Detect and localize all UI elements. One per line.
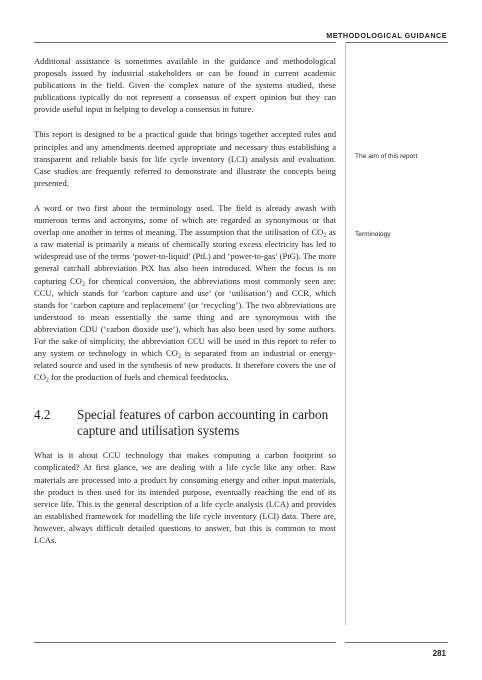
running-head: METHODOLOGICAL GUIDANCE [326, 31, 447, 40]
co2-subscript: 2 [323, 232, 327, 239]
footer-rule-margin [345, 642, 448, 643]
section-heading [34, 407, 336, 438]
footer-rule [34, 642, 336, 643]
co2-subscript: 2 [177, 353, 181, 360]
co2-subscript: 2 [81, 281, 85, 287]
main-column [34, 55, 336, 559]
paragraph-ccu-complexity: What is it about CCU technology that makes computing a carbon footprint so complicated? At first glance, we are dealing with a life cycle like any other. Raw materials are processed into a product by consuming energy and other input materials, the product is then used for its intended purpose, eventually reaching the end of its service life. This is the general description of a life cycle analysis (LCA) and provides an established framework for modelling the life cycle inventory (LCI) data. There are, however, always difficult detailed questions to answer, but this is common to most LCAs. [34, 450, 336, 545]
terminology-text-3: for chemical conversion, the abbreviations most commonly seen are: CCU, which stands for ‘carbon capture and use’ (or ‘utilisation’) and CCR, which stands for ‘carbon capture and replacement’ (or ‘recycling’). The two abbreviations are understood to mean essentially the same thing and are synonymous with the abbreviation CDU (‘carbon dioxide use’), which has also been used by some authors. For the sake of simplicity, the abbreviation CCU will be used in this report to refer to any system or technology in which CO [34, 275, 336, 359]
terminology-text-1: A word or two first about the terminology used. The field is already awash with numerous terms and acronyms, some of which are regarded as synonymous or that overlap one another in terms of meaning. The assumption that the utilisation of CO [34, 202, 336, 238]
section-number: 4.2 [34, 407, 51, 423]
terminology-text-4: is separated from an industrial or energy-related source and used in the synthesis of new products. It therefore covers the use of CO [34, 348, 336, 383]
header-rule [34, 42, 336, 43]
paragraph-aim: This report is designed to be a practical guide that brings together accepted rules and principles and any amendments deemed appropriate and necessary thus establishing a transparent and reliable basis for life cycle inventory (LCI) analysis and evaluation. Case studies are frequently referred to demonstrate and illustrate the concepts being presented. [34, 129, 336, 188]
co2-subscript: 2 [45, 377, 49, 384]
page-number: 281 [432, 649, 446, 658]
margin-note-terminology: Terminology [355, 231, 391, 238]
header-rule-margin [345, 42, 448, 43]
terminology-text-5: for the production of fuels and chemical feedstocks. [48, 372, 229, 383]
paragraph-terminology [34, 202, 336, 383]
margin-note-aim: The aim of this report [355, 153, 418, 160]
paragraph-additional-assistance: Additional assistance is sometimes available in the guidance and methodological proposals issued by industrial stakeholders or can be found in current academic publications in the field. Given the complex nature of the systems studied, these publications typically do not represent a consensus of expert opinion but they can provide useful input in helping to develop a consensus in future. [34, 56, 336, 115]
section-title: Special features of carbon accounting in carbon capture and utilisation systems [77, 407, 329, 438]
terminology-text-2: as a raw material is primarily a means of chemically storing excess electricity has led to widespread use of the terms ‘power-to-liquid’ (PtL) and ‘power-to-gas’ (PtG). The more general catchall abbreviation PtX has also been introduced. When the focus is on capturing CO [34, 227, 336, 286]
margin-column-rule [345, 42, 346, 625]
